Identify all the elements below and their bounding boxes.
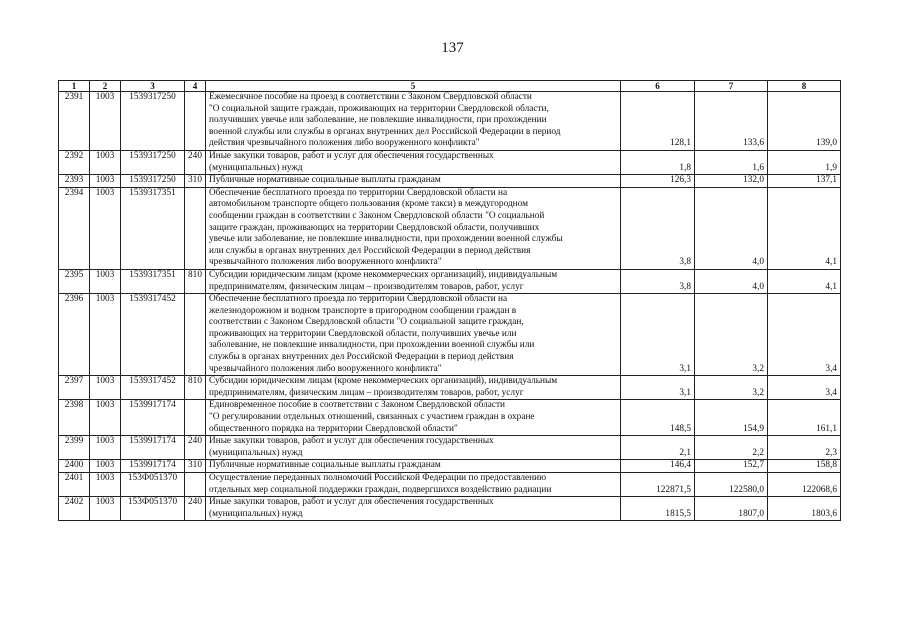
- row-number: 2395: [59, 269, 90, 293]
- row-number: 2392: [59, 150, 90, 174]
- value-col-7: 132,0: [695, 175, 768, 188]
- value-col-6: 3,1: [621, 294, 695, 376]
- expense-type: 310: [185, 175, 206, 188]
- description: [206, 460, 621, 473]
- expense-type: 810: [185, 376, 206, 400]
- value-col-8: 137,1: [768, 175, 841, 188]
- expense-type: [185, 400, 206, 436]
- section-code: 1003: [90, 175, 121, 188]
- target-code: 1539317250: [121, 92, 185, 151]
- section-code: 1003: [90, 187, 121, 269]
- value-col-8: 139,0: [768, 92, 841, 151]
- header-col-5: 5: [206, 81, 621, 92]
- table-row: [59, 400, 841, 436]
- description-text: Иные закупки товаров, работ и услуг для обеспечения государственных (муниципальных) нужд: [209, 497, 494, 519]
- expense-type: [185, 473, 206, 497]
- target-code: 153Ф051370: [121, 497, 185, 521]
- value-col-6: 126,3: [621, 175, 695, 188]
- description: [206, 187, 621, 269]
- description: [206, 269, 621, 293]
- header-row: [59, 81, 841, 92]
- value-col-7: 2,2: [695, 436, 768, 460]
- section-code: 1003: [90, 436, 121, 460]
- description: [206, 376, 621, 400]
- value-col-8: 4,1: [768, 269, 841, 293]
- section-code: 1003: [90, 473, 121, 497]
- table-row: [59, 436, 841, 460]
- description-text: Субсидии юридическим лицам (кроме некоммерческих организаций), индивидуальным предпринимателям, физическим лицам – производителям товаров, работ, услуг: [209, 376, 558, 398]
- table-row: [59, 175, 841, 188]
- value-col-7: 152,7: [695, 460, 768, 473]
- description: [206, 497, 621, 521]
- table-row: [59, 92, 841, 151]
- header-col-8: 8: [768, 81, 841, 92]
- budget-table: [58, 80, 841, 521]
- expense-type: [185, 294, 206, 376]
- table-row: [59, 376, 841, 400]
- description: [206, 150, 621, 174]
- description-text: Публичные нормативные социальные выплаты гражданам: [209, 460, 441, 471]
- expense-type: [185, 92, 206, 151]
- header-col-7: 7: [695, 81, 768, 92]
- description: [206, 436, 621, 460]
- value-col-8: 3,4: [768, 376, 841, 400]
- value-col-6: 3,1: [621, 376, 695, 400]
- description-text: Иные закупки товаров, работ и услуг для обеспечения государственных (муниципальных) нужд: [209, 150, 494, 173]
- value-col-8: 2,3: [768, 436, 841, 460]
- row-number: 2398: [59, 400, 90, 436]
- description-text: Осуществление переданных полномочий Российской Федерации по предоставлению отдельных мер социальной поддержки граждан, подвергшихся воздействию радиации: [209, 473, 552, 495]
- row-number: 2393: [59, 175, 90, 188]
- value-col-8: 158,8: [768, 460, 841, 473]
- value-col-8: 1,9: [768, 150, 841, 174]
- table-row: [59, 460, 841, 473]
- row-number: 2396: [59, 294, 90, 376]
- expense-type: [185, 187, 206, 269]
- expense-type: 240: [185, 436, 206, 460]
- description: [206, 175, 621, 188]
- table-row: [59, 497, 841, 521]
- table-row: [59, 187, 841, 269]
- table-row: [59, 269, 841, 293]
- expense-type: 310: [185, 460, 206, 473]
- value-col-7: 1,6: [695, 150, 768, 174]
- table-row: [59, 473, 841, 497]
- target-code: 1539917174: [121, 460, 185, 473]
- expense-type: 240: [185, 497, 206, 521]
- description-text: Единовременное пособие в соответствии с Законом Свердловской области "О регулировании отдельных отношений, связанных с участием граждан в охране общественного порядка на территории Свердловской области": [209, 400, 535, 434]
- value-col-8: 3,4: [768, 294, 841, 376]
- value-col-7: 3,2: [695, 376, 768, 400]
- target-code: 1539317250: [121, 150, 185, 174]
- value-col-6: 1,8: [621, 150, 695, 174]
- value-col-7: 3,2: [695, 294, 768, 376]
- section-code: 1003: [90, 400, 121, 436]
- header-col-2: 2: [90, 81, 121, 92]
- value-col-6: 122871,5: [621, 473, 695, 497]
- row-number: 2400: [59, 460, 90, 473]
- value-col-8: 161,1: [768, 400, 841, 436]
- expense-type: 240: [185, 150, 206, 174]
- section-code: 1003: [90, 150, 121, 174]
- value-col-6: 2,1: [621, 436, 695, 460]
- row-number: 2394: [59, 187, 90, 269]
- expense-type: 810: [185, 269, 206, 293]
- value-col-7: 4,0: [695, 187, 768, 269]
- description: [206, 92, 621, 151]
- section-code: 1003: [90, 376, 121, 400]
- value-col-7: 154,9: [695, 400, 768, 436]
- header-col-4: 4: [185, 81, 206, 92]
- value-col-8: 122068,6: [768, 473, 841, 497]
- target-code: 1539317351: [121, 187, 185, 269]
- value-col-6: 148,5: [621, 400, 695, 436]
- target-code: 1539317452: [121, 376, 185, 400]
- section-code: 1003: [90, 497, 121, 521]
- value-col-7: 1807,0: [695, 497, 768, 521]
- page-number: 137: [441, 40, 464, 56]
- description-text: Обеспечение бесплатного проезда по территории Свердловской области на автомобильном транспорте общего пользования (кроме такси) в междугородном сообщении граждан в соответствии с Законом Свердловской области "О социальной защите граждан, проживающих на территории Свердловской области, получивших увечье или заболевание, не повлекшие инвалидности, при прохождении военной службы или службы в органах внутренних дел Российской Федерации в период действия чрезвычайного положения либо вооруженного конфликта": [209, 187, 563, 268]
- target-code: 1539917174: [121, 400, 185, 436]
- row-number: 2401: [59, 473, 90, 497]
- section-code: 1003: [90, 294, 121, 376]
- description: [206, 400, 621, 436]
- row-number: 2397: [59, 376, 90, 400]
- value-col-6: 3,8: [621, 269, 695, 293]
- header-col-6: 6: [621, 81, 695, 92]
- target-code: 1539317250: [121, 175, 185, 188]
- target-code: 153Ф051370: [121, 473, 185, 497]
- value-col-7: 4,0: [695, 269, 768, 293]
- description-text: Публичные нормативные социальные выплаты гражданам: [209, 175, 441, 186]
- section-code: 1003: [90, 460, 121, 473]
- target-code: 1539317452: [121, 294, 185, 376]
- value-col-8: 4,1: [768, 187, 841, 269]
- value-col-6: 1815,5: [621, 497, 695, 521]
- row-number: 2391: [59, 92, 90, 151]
- row-number: 2402: [59, 497, 90, 521]
- description-text: Иные закупки товаров, работ и услуг для обеспечения государственных (муниципальных) нужд: [209, 436, 494, 458]
- table-row: [59, 294, 841, 376]
- description: [206, 473, 621, 497]
- description: [206, 294, 621, 376]
- value-col-6: 146,4: [621, 460, 695, 473]
- row-number: 2399: [59, 436, 90, 460]
- value-col-8: 1803,6: [768, 497, 841, 521]
- header-col-3: 3: [121, 81, 185, 92]
- section-code: 1003: [90, 92, 121, 151]
- description-text: Ежемесячное пособие на проезд в соответствии с Законом Свердловской области "О социальной защите граждан, проживающих на территории Свердловской области, получивших увечье или заболевание, не повлекшие инвалидности, при прохождении военной службы или службы в органах внутренних дел Российской Федерации в период действия чрезвычайного положения либо вооруженного конфликта": [209, 92, 561, 149]
- target-code: 1539917174: [121, 436, 185, 460]
- value-col-6: 3,8: [621, 187, 695, 269]
- description-text: Субсидии юридическим лицам (кроме некоммерческих организаций), индивидуальным предпринимателям, физическим лицам – производителям товаров, работ, услуг: [209, 269, 558, 292]
- description-text: Обеспечение бесплатного проезда по территории Свердловской области на железнодорожном и водном транспорте в пригородном сообщении граждан в соответствии с Законом Свердловской области "О социальной защите граждан, проживающих на территории Свердловской области, получивших увечье или заболевание, не повлекшие инвалидности, при прохождении военной службы или службы в органах внутренних дел Российской Федерации в период действия чрезвычайного положения либо вооруженного конфликта": [209, 294, 535, 374]
- value-col-7: 122580,0: [695, 473, 768, 497]
- value-col-7: 133,6: [695, 92, 768, 151]
- value-col-6: 128,1: [621, 92, 695, 151]
- section-code: 1003: [90, 269, 121, 293]
- table-row: [59, 150, 841, 174]
- header-col-1: 1: [59, 81, 90, 92]
- target-code: 1539317351: [121, 269, 185, 293]
